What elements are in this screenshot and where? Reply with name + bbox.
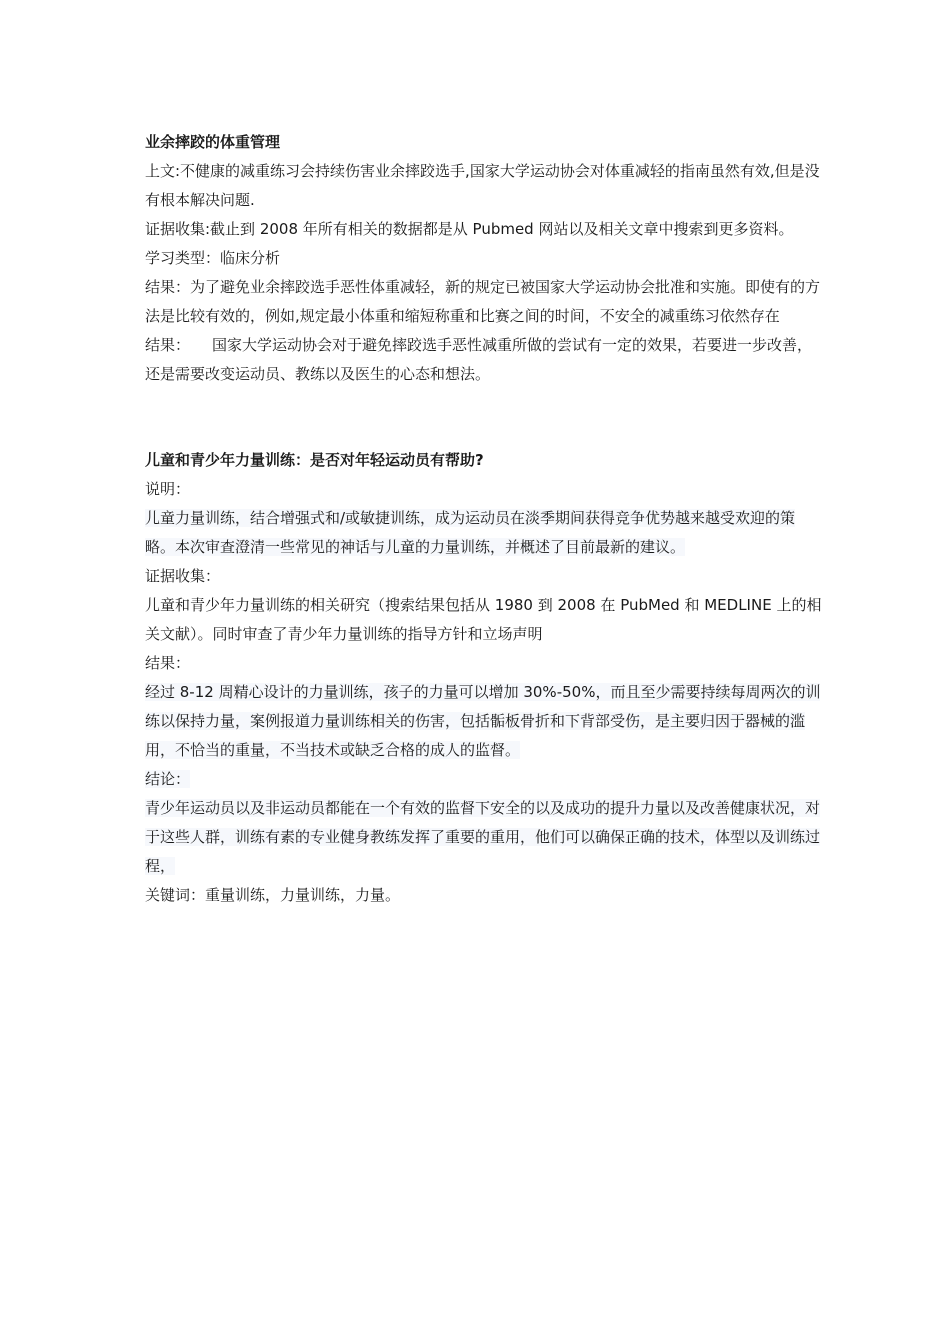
- result-label: 结果：: [145, 654, 191, 672]
- conclusion-label: 结论：: [145, 770, 191, 788]
- section-youth-strength: [145, 446, 825, 910]
- section-title: 儿童和青少年力量训练：是否对年轻运动员有帮助?: [145, 451, 484, 469]
- evidence-paragraph: 证据收集:截止到 2008 年所有相关的数据都是从 Pubmed 网站以及相关文章中搜索到更多资料。: [145, 220, 794, 238]
- evidence-label: 证据收集：: [145, 567, 221, 585]
- keywords: 关键词：重量训练，力量训练，力量。: [145, 886, 401, 904]
- document-page: [145, 128, 825, 910]
- evidence-text: 儿童和青少年力量训练的相关研究（搜索结果包括从 1980 到 2008 在 PubMed 和 MEDLINE 上的相关文献）。同时审查了青少年力量训练的指导方针和立场声明: [145, 596, 822, 643]
- section-title: 业余摔跤的体重管理: [145, 133, 281, 151]
- result-paragraph: 结果：为了避免业余摔跤选手恶性体重减轻，新的规定已被国家大学运动协会批准和实施。即使有的方法是比较有效的，例如,规定最小体重和缩短称重和比赛之间的时间，不安全的减重练习依然存在: [145, 278, 821, 325]
- result-text: 经过 8-12 周精心设计的力量训练，孩子的力量可以增加 30%-50%，而且至少需要持续每周两次的训练以保持力量，案例报道力量训练相关的伤害，包括骺板骨折和下背部受伤，是主要归因于器械的滥用，不恰当的重量，不当技术或缺乏合格的成人的监督。: [145, 683, 821, 759]
- study-type-paragraph: 学习类型：临床分析: [145, 249, 281, 267]
- conclusion-paragraph: [145, 331, 825, 389]
- conclusion-label: 结果：: [145, 336, 191, 354]
- conclusion-text: 青少年运动员以及非运动员都能在一个有效的监督下安全的以及成功的提升力量以及改善健康状况，对于这些人群，训练有素的专业健身教练发挥了重要的重用，他们可以确保正确的技术，体型以及训练过程，: [145, 799, 821, 875]
- context-paragraph: 上文:不健康的减重练习会持续伤害业余摔跤选手,国家大学运动协会对体重减轻的指南虽然有效,但是没有根本解决问题.: [145, 162, 820, 209]
- section-wrestling-weight: [145, 128, 825, 389]
- description-text: 儿童力量训练，结合增强式和/或敏捷训练，成为运动员在淡季期间获得竞争优势越来越受欢迎的策略。本次审查澄清一些常见的神话与儿童的力量训练，并概述了目前最新的建议。: [145, 509, 796, 556]
- description-label: 说明：: [145, 480, 191, 498]
- conclusion-text: 国家大学运动协会对于避免摔跤选手恶性减重所做的尝试有一定的效果，若要进一步改善，还是需要改变运动员、教练以及医生的心态和想法。: [145, 336, 813, 383]
